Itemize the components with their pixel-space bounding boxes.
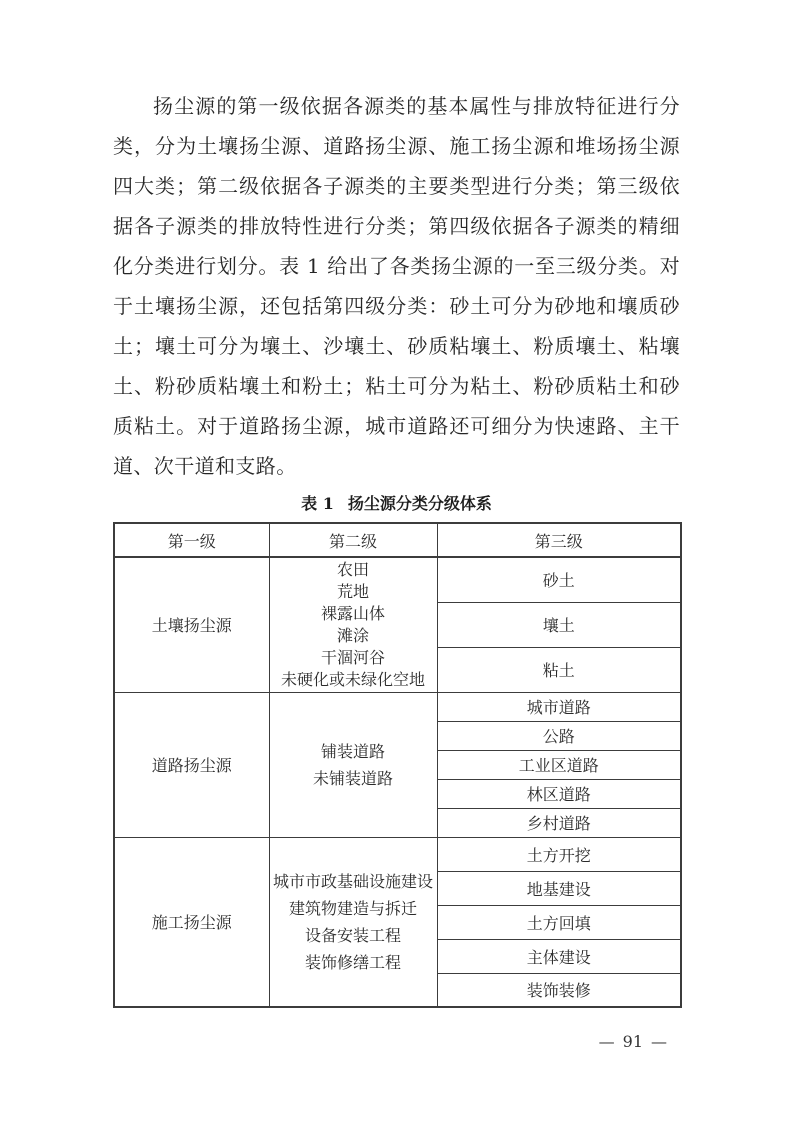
table-row <box>114 692 681 721</box>
cell-level3: 壤土 <box>437 602 681 647</box>
cell-level3: 林区道路 <box>437 779 681 808</box>
cell-level2-construction <box>269 837 437 1007</box>
level2-line: 裸露山体 <box>320 603 385 623</box>
level2-line: 干涸河谷 <box>320 647 385 667</box>
page-number-left-dash: — <box>598 1032 615 1051</box>
level2-line: 未硬化或未绿化空地 <box>280 669 425 689</box>
cell-level3: 土方开挖 <box>437 837 681 871</box>
page-number <box>591 1032 675 1051</box>
level2-line: 设备安装工程 <box>304 925 401 945</box>
table-row <box>114 557 681 602</box>
table-caption-label: 表 1 <box>301 494 334 513</box>
level2-line: 建筑物建造与拆迁 <box>288 898 417 918</box>
cell-level3: 公路 <box>437 721 681 750</box>
level2-line: 城市市政基础设施建设 <box>272 871 433 891</box>
body-paragraph: 扬尘源的第一级依据各源类的基本属性与排放特征进行分类，分为土壤扬尘源、道路扬尘源、施工扬尘源和堆场扬尘源四大类；第二级依据各子源类的主要类型进行分类；第三级依据各子源类的排放特性进行分类；第四级依据各子源类的精细化分类进行划分。表 1 给出了各类扬尘源的一至三级分类。对于土壤扬尘源，还包括第四级分类：砂土可分为砂地和壤质砂土；壤土可分为壤土、沙壤土、砂质粘壤土、粉质壤土、粘壤土、粉砂质粘壤土和粉土；粘土可分为粘土、粉砂质粘土和砂质粘土。对于道路扬尘源，城市道路还可细分为快速路、主干道、次干道和支路。 <box>113 94 680 478</box>
cell-level3: 城市道路 <box>437 692 681 721</box>
cell-level3: 地基建设 <box>437 871 681 905</box>
level2-line: 农田 <box>336 559 369 579</box>
cell-level3: 主体建设 <box>437 939 681 973</box>
header-level2: 第二级 <box>269 523 437 557</box>
level2-line: 铺装道路 <box>320 741 385 761</box>
page-number-right-dash: — <box>651 1032 667 1051</box>
table-header-row <box>114 523 681 557</box>
level2-line: 荒地 <box>336 581 369 601</box>
classification-table <box>113 522 682 1008</box>
cell-level1-construction: 施工扬尘源 <box>114 837 269 1007</box>
header-level3: 第三级 <box>437 523 681 557</box>
level2-line: 滩涂 <box>336 625 369 645</box>
page-number-value: 91 <box>622 1032 643 1051</box>
cell-level1-soil: 土壤扬尘源 <box>114 557 269 692</box>
cell-level2-road <box>269 692 437 837</box>
cell-level3: 装饰装修 <box>437 973 681 1007</box>
cell-level1-road: 道路扬尘源 <box>114 692 269 837</box>
cell-level3: 乡村道路 <box>437 808 681 837</box>
cell-level2-soil <box>269 557 437 692</box>
level2-line: 未铺装道路 <box>312 768 393 788</box>
table-row <box>114 837 681 871</box>
table-caption-title: 扬尘源分类分级体系 <box>347 494 492 513</box>
header-level1: 第一级 <box>114 523 269 557</box>
cell-level3: 砂土 <box>437 557 681 602</box>
cell-level3: 粘土 <box>437 647 681 692</box>
cell-level3: 工业区道路 <box>437 750 681 779</box>
table-caption <box>113 492 680 516</box>
cell-level3: 土方回填 <box>437 905 681 939</box>
level2-line: 装饰修缮工程 <box>304 952 401 972</box>
